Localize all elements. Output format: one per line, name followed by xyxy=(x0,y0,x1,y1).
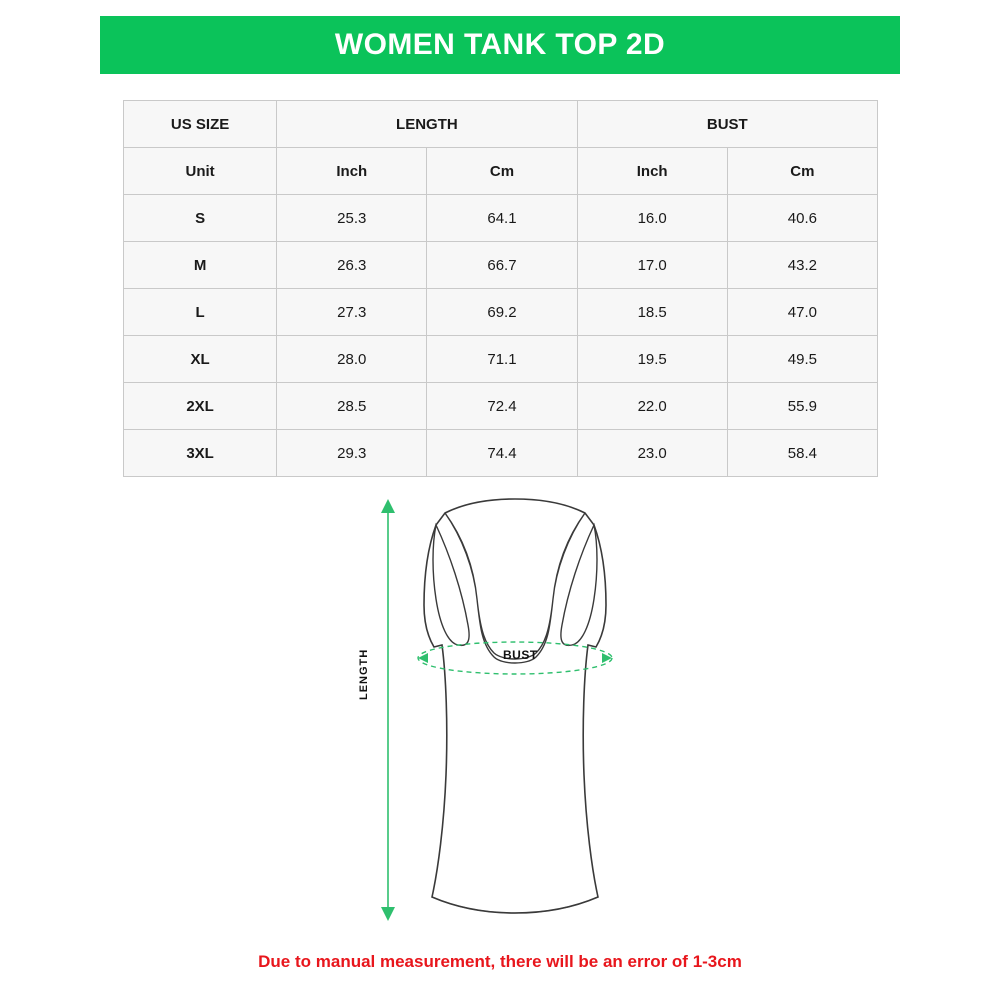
unit-length-cm: Cm xyxy=(427,148,577,195)
length-measure-label: LENGTH xyxy=(358,648,370,700)
row-length-cm: 71.1 xyxy=(427,336,577,383)
row-length-inch: 26.3 xyxy=(277,242,427,289)
row-size: L xyxy=(124,289,277,336)
row-bust-inch: 18.5 xyxy=(577,289,727,336)
row-bust-cm: 55.9 xyxy=(727,383,877,430)
table-row xyxy=(124,430,878,477)
row-size: S xyxy=(124,195,277,242)
unit-label: Unit xyxy=(124,148,277,195)
row-bust-cm: 58.4 xyxy=(727,430,877,477)
tank-top-diagram xyxy=(370,495,660,925)
bust-measure-label: BUST xyxy=(503,648,538,662)
table-row xyxy=(124,336,878,383)
row-length-cm: 74.4 xyxy=(427,430,577,477)
table-row xyxy=(124,195,878,242)
header-length: LENGTH xyxy=(277,101,577,148)
length-arrow-bottom-icon xyxy=(381,907,395,921)
row-bust-cm: 40.6 xyxy=(727,195,877,242)
row-bust-cm: 47.0 xyxy=(727,289,877,336)
header-bust: BUST xyxy=(577,101,877,148)
row-length-cm: 72.4 xyxy=(427,383,577,430)
unit-length-inch: Inch xyxy=(277,148,427,195)
row-bust-inch: 22.0 xyxy=(577,383,727,430)
row-bust-inch: 17.0 xyxy=(577,242,727,289)
header-banner xyxy=(100,16,900,74)
table-row xyxy=(124,289,878,336)
unit-bust-inch: Inch xyxy=(577,148,727,195)
row-length-cm: 69.2 xyxy=(427,289,577,336)
size-chart-table xyxy=(123,100,878,477)
tank-top-illustration xyxy=(370,495,660,925)
row-bust-cm: 43.2 xyxy=(727,242,877,289)
row-bust-inch: 16.0 xyxy=(577,195,727,242)
measurement-disclaimer: Due to manual measurement, there will be an error of 1-3cm xyxy=(258,952,742,971)
row-length-inch: 27.3 xyxy=(277,289,427,336)
length-arrow-top-icon xyxy=(381,499,395,513)
row-bust-inch: 23.0 xyxy=(577,430,727,477)
row-size: 3XL xyxy=(124,430,277,477)
unit-bust-cm: Cm xyxy=(727,148,877,195)
table-group-header-row xyxy=(124,101,878,148)
row-length-inch: 29.3 xyxy=(277,430,427,477)
row-length-cm: 66.7 xyxy=(427,242,577,289)
row-length-inch: 25.3 xyxy=(277,195,427,242)
row-size: XL xyxy=(124,336,277,383)
table-row xyxy=(124,242,878,289)
table-row xyxy=(124,383,878,430)
row-bust-inch: 19.5 xyxy=(577,336,727,383)
table-unit-row xyxy=(124,148,878,195)
header-us-size: US SIZE xyxy=(124,101,277,148)
page-title: WOMEN TANK TOP 2D xyxy=(334,28,666,61)
row-size: 2XL xyxy=(124,383,277,430)
row-length-inch: 28.0 xyxy=(277,336,427,383)
row-bust-cm: 49.5 xyxy=(727,336,877,383)
row-length-inch: 28.5 xyxy=(277,383,427,430)
bust-arrow-left-icon xyxy=(418,653,428,663)
row-size: M xyxy=(124,242,277,289)
row-length-cm: 64.1 xyxy=(427,195,577,242)
